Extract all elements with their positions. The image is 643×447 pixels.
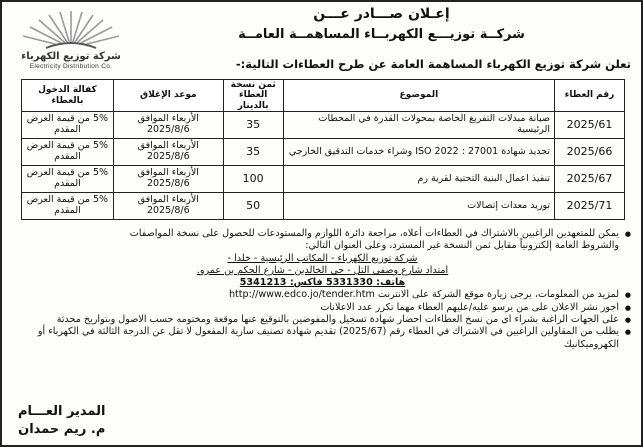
note-website: ● لمزيد من المعلومات، يرجى زيارة موقع الشركة على الانترنت http://www.edco.jo/tender.htm <box>14 289 631 301</box>
tender-subject: تجديد شهادة ISO 2022 : 27001 وشراء خدمات التدقيق الخارجي <box>283 139 554 166</box>
company-name: شركــة توزيـــع الكهربــاء المساهمــة العامــة <box>238 27 525 42</box>
logo-name-ar: شركة توزيع الكهرباء <box>21 51 121 62</box>
tender-number: 2025/67 <box>555 166 625 193</box>
tender-closing <box>113 166 223 193</box>
tender-number: 2025/71 <box>555 193 625 220</box>
tender-price: 35 <box>223 112 283 139</box>
tender-subject: توريد معدات إتصالات <box>283 193 554 220</box>
table-row <box>22 193 625 220</box>
tender-guarantee: 5% من قيمة العرض المقدم <box>22 112 114 139</box>
note-obtain-specs-line1: ● يمكن للمتعهدين الراغبين بالاشتراك في العطاءات أعلاه، مراجعة دائرة اللوازم والمستودعات للحصول على نسخة المواصفات <box>129 228 619 239</box>
note-obtain-specs <box>14 228 631 253</box>
tender-closing <box>113 112 223 139</box>
closing-date: 2025/8/6 <box>146 205 190 217</box>
note-ad-fees: ● اجور نشر الاعلان على من يرسو عليه/عليهم العطاء مهما تكرر عدد الاعلانات <box>14 302 631 314</box>
announcement-subtitle: تعلن شركة توزيع الكهرباء المساهمة العامة عن طرح العطاءات التالية:- <box>235 57 631 71</box>
tender-price: 50 <box>223 193 283 220</box>
notes-section <box>14 228 631 351</box>
closing-date: 2025/8/6 <box>146 178 190 190</box>
tender-price: 35 <box>223 139 283 166</box>
tender-closing <box>113 139 223 166</box>
note-registration: ● على الجهات الراغبة بشراء اي من نسخ العطاءات احضار شهادة تسجيل والمفوضين بالتوقيع عنها موقعة ومختومه حسب الاصول وبتواريخ محدثة <box>14 314 631 326</box>
closing-day: الأربعاء الموافق <box>137 194 199 206</box>
signer-name: م. ريم حمدان <box>18 422 106 437</box>
tender-number: 2025/61 <box>555 112 625 139</box>
tenders-table <box>21 79 625 220</box>
signature-block <box>18 403 105 439</box>
tender-guarantee: 5% من قيمة العرض المقدم <box>22 139 114 166</box>
phone-fax: هاتف: 5331330 فاكس: 5341213 <box>239 277 406 289</box>
tender-guarantee: 5% من قيمة العرض المقدم <box>22 166 114 193</box>
table-row <box>22 139 625 166</box>
logo-rays-icon <box>12 8 130 52</box>
header-subject: الموضوع <box>283 80 554 112</box>
tender-guarantee: 5% من قيمة العرض المقدم <box>22 193 114 220</box>
closing-day: الأربعاء الموافق <box>137 113 199 125</box>
tender-number: 2025/66 <box>555 139 625 166</box>
closing-day: الأربعاء الموافق <box>137 167 199 179</box>
header-closing-date: موعد الإغلاق <box>113 80 223 112</box>
logo-name-en: Electricity Distribution Co. <box>29 63 113 70</box>
address-line1: شركة توزيع الكهرباء - المكاتب الرئيسية - خلدا - <box>227 252 418 264</box>
address-line2: امتداد شارع وصفي التل - حي الخالدين - شارع الحكم بن عمرو. <box>196 264 449 276</box>
closing-date: 2025/8/6 <box>146 124 190 136</box>
closing-date: 2025/8/6 <box>146 151 190 163</box>
company-logo <box>12 8 130 74</box>
announcement-title: إعـلان صـــادر عـــن <box>313 6 450 22</box>
table-header-row <box>22 80 625 112</box>
tender-subject: صيانة مبدلات التفريغ الخاصة بمحولات القدرة في المحطات الرئيسية <box>283 112 554 139</box>
note-obtain-specs-line2: والشروط العامة إلكترونياً مقابل ثمن النسخة غير المسترد، وعلى العنوان التالي: <box>305 240 619 252</box>
header-copy-price: ثمن نسخة العطاء بالدينار <box>223 80 283 112</box>
tender-closing <box>113 193 223 220</box>
header-entry-guarantee: كفالة الدخول بالعطاء <box>22 80 114 112</box>
note-classification: ● يطلب من المقاولين الراغبين في الاشتراك في العطاء رقم (2025/67) تقديم شهادة تصنيف سارية المفعول لا تقل عن الدرجة الثالثة في الكهرباء أو الكهروميكانيك <box>14 326 631 351</box>
table-row <box>22 112 625 139</box>
tender-price: 100 <box>223 166 283 193</box>
table-row <box>22 166 625 193</box>
closing-day: الأربعاء الموافق <box>137 140 199 152</box>
header-tender-number: رقم العطاء <box>555 80 625 112</box>
signer-title: المدير العـــام <box>18 404 106 419</box>
tender-subject: تنفيذ اعمال البنية التحتية لقرية رم <box>283 166 554 193</box>
